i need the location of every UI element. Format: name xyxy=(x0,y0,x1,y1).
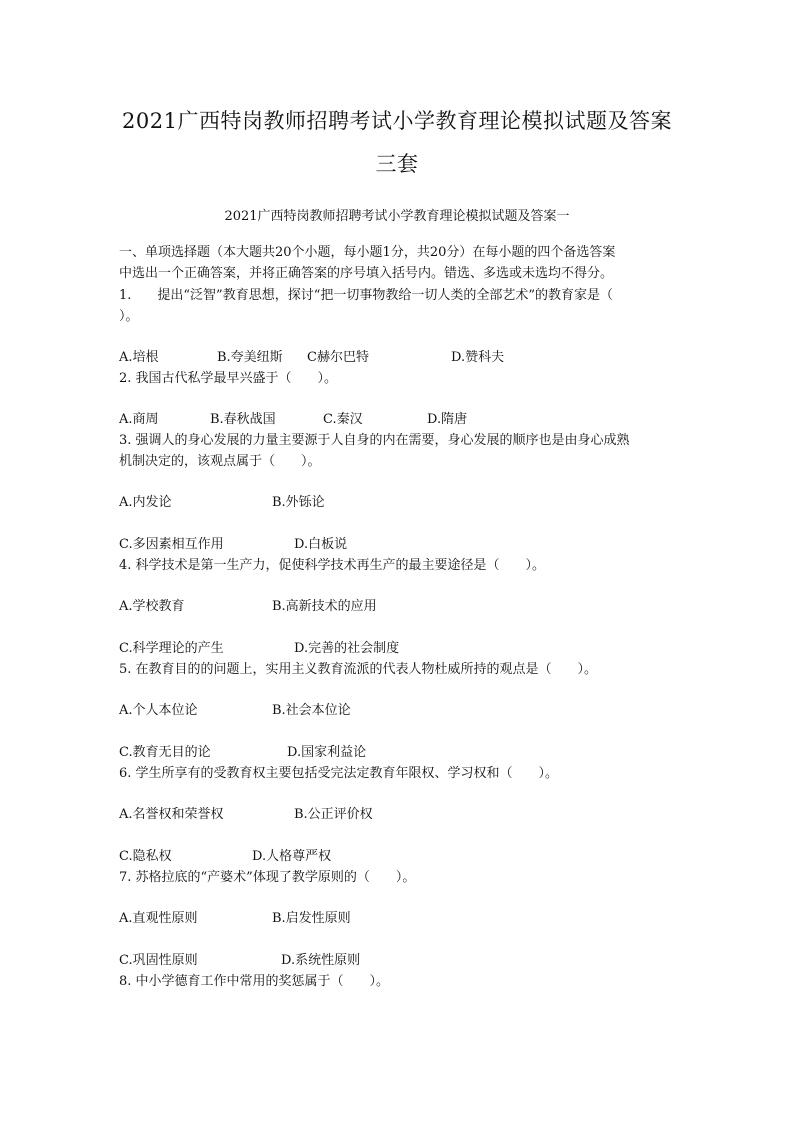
section-intro-line2: 中选出一个正确答案，并将正确答案的序号填入括号内。错选、多选或未选均不得分。 xyxy=(119,266,614,281)
question-1-option-b: B.夸美纽斯 xyxy=(217,350,283,365)
question-7-option-d: D.系统性原则 xyxy=(281,953,361,968)
question-5-option-d: D.国家利益论 xyxy=(287,745,367,760)
question-3-option-d: D.白板说 xyxy=(294,537,348,552)
question-2-option-d: D.隋唐 xyxy=(427,412,468,427)
question-3-stem-line2: 机制决定的，该观点属于（ ）。 xyxy=(119,454,321,469)
document-title-line1: 2021广西特岗教师招聘考试小学教育理论模拟试题及答案 xyxy=(122,109,672,133)
question-1-stem-line1: 1. 提出“泛智”教育思想，探讨“把一切事物教给一切人类的全部艺术”的教育家是（ xyxy=(119,288,613,303)
question-8-stem: 8. 中小学德育工作中常用的奖惩属于（ ）。 xyxy=(119,974,390,989)
question-5-option-b: B.社会本位论 xyxy=(272,703,351,718)
question-5-option-c: C.教育无目的论 xyxy=(119,745,211,760)
question-2-option-c: C.秦汉 xyxy=(323,412,363,427)
question-3-option-a: A.内发论 xyxy=(119,495,172,510)
question-4-stem: 4. 科学技术是第一生产力，促使科学技术再生产的最主要途径是（ ）。 xyxy=(119,558,546,573)
question-5-stem: 5. 在教育目的的问题上，实用主义教育流派的代表人物杜威所持的观点是（ ）。 xyxy=(119,662,598,677)
question-7-option-c: C.巩固性原则 xyxy=(119,953,198,968)
question-3-stem-line1: 3. 强调人的身心发展的力量主要源于人自身的内在需要，身心发展的顺序也是由身心成熟 xyxy=(119,433,630,448)
document-title-line2: 三套 xyxy=(375,152,419,176)
question-7-option-a: A.直观性原则 xyxy=(119,911,198,926)
question-4-option-a: A.学校教育 xyxy=(119,599,185,614)
question-6-option-d: D.人格尊严权 xyxy=(252,849,332,864)
question-6-option-a: A.名誉权和荣誉权 xyxy=(119,807,224,822)
question-1-option-a: A.培根 xyxy=(119,350,159,365)
section-intro-line1: 一、单项选择题（本大题共20个小题，每小题1分，共20分）在每小题的四个备选答案 xyxy=(119,245,616,260)
question-4-option-c: C.科学理论的产生 xyxy=(119,641,224,656)
question-3-option-c: C.多因素相互作用 xyxy=(119,537,224,552)
question-1-option-c: C赫尔巴特 xyxy=(307,350,369,365)
question-2-option-a: A.商周 xyxy=(119,412,159,427)
question-6-option-b: B.公正评价权 xyxy=(294,807,373,822)
question-3-option-b: B.外铄论 xyxy=(272,495,325,510)
question-7-stem: 7. 苏格拉底的“产婆术”体现了教学原则的（ ）。 xyxy=(119,870,416,885)
question-1-option-d: D.赞科夫 xyxy=(451,350,505,365)
question-1-stem-line2: ）。 xyxy=(119,309,139,324)
question-5-option-a: A.个人本位论 xyxy=(119,703,198,718)
document-subtitle: 2021广西特岗教师招聘考试小学教育理论模拟试题及答案一 xyxy=(224,209,570,224)
question-4-option-d: D.完善的社会制度 xyxy=(294,641,400,656)
question-6-option-c: C.隐私权 xyxy=(119,849,172,864)
question-4-option-b: B.高新技术的应用 xyxy=(272,599,377,614)
question-6-stem: 6. 学生所享有的受教育权主要包括受完法定教育年限权、学习权和（ ）。 xyxy=(119,766,559,781)
question-2-stem: 2. 我国古代私学最早兴盛于（ ）。 xyxy=(119,371,338,386)
question-7-option-b: B.启发性原则 xyxy=(272,911,351,926)
question-2-option-b: B.春秋战国 xyxy=(210,412,276,427)
